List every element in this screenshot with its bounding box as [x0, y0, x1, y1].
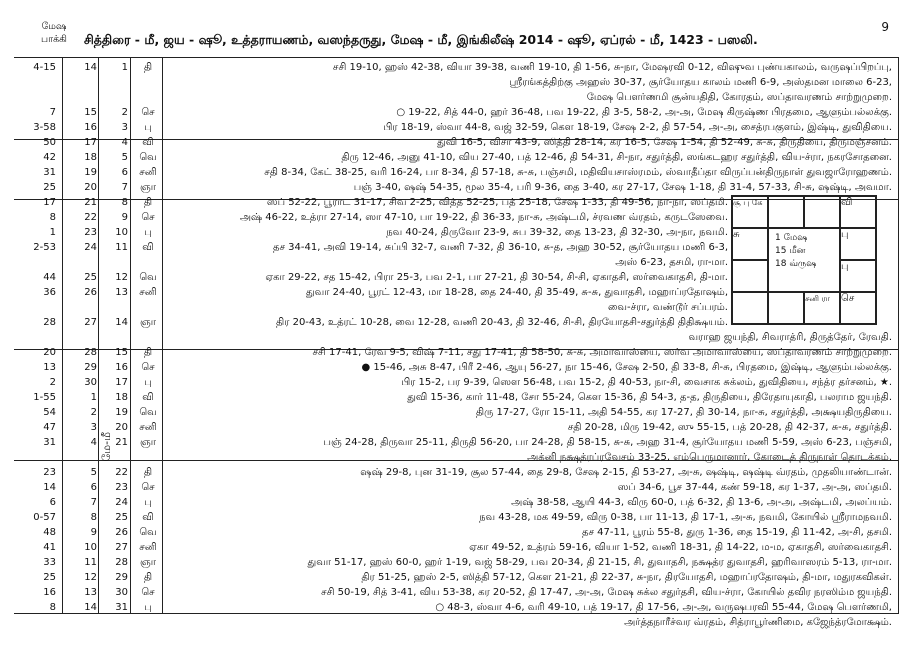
chart-center: [768, 228, 840, 292]
naazhigai-cell: 2-53: [33, 242, 56, 253]
english-date-cell: 21: [84, 197, 97, 208]
table-row: [14, 60, 898, 75]
details-cell: பஞ் 3-40, ஷஷ் 54-35, மூல 35-4, பரி 9-36, தை 3-40, கர 27-17, சேஷ 1-18, தி 31-4, 57-33, சி-சு, ஷஷ்டி, அவமா.: [353, 182, 892, 193]
tamil-date-cell: 11: [115, 242, 128, 253]
chart-cell-text: சு: [733, 229, 740, 240]
weekday-cell: ஞா: [140, 437, 156, 448]
chart-cell-text: பு: [841, 261, 849, 272]
details-cell: ○ 48-3, ஸ்வா 4-6, வரி 49-10, பத் 19-17, தி 17-56, அ-அ, வருஷபரவி 55-44, மேஷ பௌர்ணமி,: [435, 602, 892, 613]
table-row: [14, 525, 898, 540]
english-date-cell: 23: [84, 227, 97, 238]
naazhigai-cell: 4-15: [33, 62, 56, 73]
tamil-date-cell: 27: [115, 542, 128, 553]
weekday-cell: செ: [141, 587, 155, 598]
chart-cell-text: சூ பு கே: [733, 198, 763, 207]
tamil-date-cell: 10: [115, 227, 128, 238]
naazhigai-cell: 31: [43, 437, 56, 448]
english-date-cell: 11: [84, 557, 97, 568]
details-cell: திரு 17-27, ரோ 15-11, அதி 54-55, கர 17-27, தி 30-14, நா-சு, சதுர்த்தி, அக்ஷயதிருதியை.: [475, 407, 892, 418]
tamil-date-cell: 9: [121, 212, 128, 223]
details-cell: நவ 40-24, திருவோ 23-9, சுப 39-32, தை 13-23, தி 32-30, அ-நா, நவமி.: [386, 227, 728, 238]
tamil-date-cell: 19: [115, 407, 128, 418]
details-cell: துவா 24-40, பூரட் 12-43, மா 18-28, தை 24-40, தி 35-49, சு-சு, துவாதசி, மஹாப்ரதோஷம்,: [305, 287, 728, 298]
details-cell: வை-ச்ரா, வண்டூர் சப்பரம்.: [607, 302, 728, 313]
details-cell: ஸப் 52-22, பூராட 31-17, சிவ 2-25, வித்த 52-25, பத் 25-18, சேஷ 1-33, தி 49-56, நா-நா, ஸப்தமி.: [266, 197, 728, 208]
english-date-cell: 2: [90, 407, 97, 418]
tamil-date-cell: 2: [121, 107, 128, 118]
chart-cell: [840, 196, 876, 228]
details-cell: ஏகா 29-22, சத 15-42, பிரா 25-3, பவ 2-1, பா 27-21, தி 30-54, சி-சி, ஏகாதசி, ஸர்வைகாதசி, தி-மா.: [265, 272, 728, 283]
weekday-cell: செ: [141, 362, 155, 373]
table-row: [14, 180, 898, 195]
naazhigai-cell: 20: [43, 347, 56, 358]
chart-cell: [840, 228, 876, 260]
weekday-cell: வெ: [139, 272, 157, 283]
naazhigai-cell: 23: [43, 467, 56, 478]
weekday-cell: சனி: [139, 422, 157, 433]
tamil-date-cell: 15: [115, 347, 128, 358]
chart-cell: [840, 292, 876, 324]
page-title: சித்திரை - மீ, ஜய - ஷூ, உத்தராயணம், வஸந்தருது, மேஷ - மீ, இங்கிலீஷ் 2014 - ஷூ, ஏப்ரல் - மீ, 1423 - பஸலி.: [84, 32, 758, 47]
details-cell: ஸப் 34-6, பூச 37-44, கண் 59-18, கர 1-37, அ-அ, ஸப்தமி.: [617, 482, 892, 493]
details-cell: திர 20-43, உத்ரட் 10-28, வை 12-28, வணி 20-43, தி 32-46, சி-சி, திரயோதசி-சதுர்த்தி திதிக்ஷயம்.: [276, 317, 728, 328]
english-date-cell: 17: [84, 137, 97, 148]
weekday-cell: பு: [144, 377, 152, 388]
table-row: [14, 510, 898, 525]
weekday-cell: வி: [142, 137, 154, 148]
naazhigai-cell: 47: [43, 422, 56, 433]
details-cell: சசி 17-41, ரேவ 9-5, விஷ் 7-11, சது 17-41, தி 58-50, சு-சு, அமாவாஸ்யை, ஸர்வ அமாவாஸ்யை, ஸப்தாவரணம் சாற்றுமுறை.: [312, 347, 892, 358]
table-row: [14, 165, 898, 180]
weekday-cell: வெ: [139, 152, 157, 163]
weekday-cell: ஞா: [140, 182, 156, 193]
english-date-cell: 29: [84, 362, 97, 373]
details-cell: ஸ்ரீரங்கத்திற்கு அஹஸ் 30-37, சூர்யோதய காலம் மணி 6-9, அஸ்தமன மாலை 6-23,: [509, 77, 892, 88]
naazhigai-cell: 33: [43, 557, 56, 568]
weekday-cell: தி: [143, 572, 153, 583]
weekday-cell: வி: [142, 242, 154, 253]
details-cell: அஷ் 46-22, உத்ரா 27-14, ஸா 47-10, பா 19-22, தி 36-33, நா-சு, அஷ்டமி, ச்ரவண வ்ரதம், கருடஸேவை.: [239, 212, 728, 223]
table-row: [14, 150, 898, 165]
naazhigai-cell: 54: [43, 407, 56, 418]
details-cell: அக்னி நக்ஷத்ரப்ரவேசம் 33-25, எம்பெருமானார், கோடைத் திருநாள் தொடக்கம்.: [527, 452, 892, 463]
weekday-cell: தி: [143, 62, 153, 73]
naazhigai-cell: 8: [49, 602, 56, 613]
table-row: [14, 405, 898, 420]
table-row: [14, 465, 898, 480]
english-date-cell: 6: [90, 482, 97, 493]
chart-center-line: 1 மேஷ: [775, 233, 808, 243]
chart-cell: [768, 292, 804, 324]
english-date-cell: 28: [84, 347, 97, 358]
weekday-cell: வெ: [139, 527, 157, 538]
rasi-chart: [731, 195, 877, 325]
english-date-cell: 19: [84, 167, 97, 178]
details-cell: துவி 15-36, கார் 11-48, சோ 55-24, கௌ 15-36, தி 54-3, த-த, திருதியை, திரேதாயுகாதி, பலராம ஜயந்தி.: [407, 392, 892, 403]
details-cell: மேஷ பௌர்ணமி சூன்யதிதி, கோரதம், ஸப்தாவரணம் சாற்றுமுறை.: [586, 92, 892, 103]
weekday-cell: பு: [144, 497, 152, 508]
details-cell: ஷஷ் 29-8, புன 31-19, சூல 57-44, தை 29-8, சேஷ 2-15, தி 53-27, அ-சு, ஷஷ்டி, ஷஷ்டி வ்ரதம், முதலியாண்டான்.: [360, 467, 892, 478]
details-cell: அர்த்தநாரீச்வர வ்ரதம், சித்ராபூர்ணிமை, கஜேந்த்ரமோக்ஷம்.: [624, 617, 892, 628]
table-row: [14, 420, 898, 435]
english-date-cell: 30: [84, 377, 97, 388]
details-cell: தச 47-11, பூரம் 55-8, துரு 1-36, தை 15-19, தி 11-42, அ-சி, தசமி.: [581, 527, 892, 538]
tamil-date-cell: 7: [121, 182, 128, 193]
naazhigai-cell: 0-57: [33, 512, 56, 523]
english-date-cell: 8: [90, 512, 97, 523]
english-date-cell: 20: [84, 182, 97, 193]
tamil-date-cell: 22: [115, 467, 128, 478]
table-row: [14, 540, 898, 555]
english-date-cell: 12: [84, 572, 97, 583]
table-row: [14, 555, 898, 570]
table-row: [14, 495, 898, 510]
weekday-cell: தி: [143, 197, 153, 208]
english-date-cell: 14: [84, 602, 97, 613]
details-cell: அஷ் 38-58, ஆயி 44-3, விரு 60-0, பத் 6-32, தி 13-6, அ-அ, அஷ்டமி, அலப்யம்.: [511, 497, 892, 508]
details-cell: வராஹ ஜயந்தி, சிவராத்ரி, திருத்தேர், ரேவதி.: [688, 332, 892, 343]
table-row: [14, 120, 898, 135]
details-cell: சதி 20-28, மிரு 19-42, ஸு 55-15, பத் 20-28, தி 42-37, சு-சு, சதுர்த்தி.: [567, 422, 892, 433]
weekday-cell: தி: [143, 347, 153, 358]
naazhigai-cell: 1: [49, 227, 56, 238]
weekday-cell: தி: [143, 467, 153, 478]
page-number: 9: [881, 20, 889, 34]
tamil-date-cell: 17: [115, 377, 128, 388]
table-row: [14, 570, 898, 585]
english-date-cell: 18: [84, 152, 97, 163]
chart-cell-text: செ: [841, 293, 855, 304]
details-cell: பஞ் 24-28, திருவா 25-11, திருதி 56-20, பா 24-28, தி 58-15, சு-சு, அஹ 31-4, சூர்யோதய மணி 5-59, அஸ் 6-23, பஞ்சமி,: [323, 437, 892, 448]
naazhigai-cell: 50: [43, 137, 56, 148]
english-date-cell: 4: [90, 437, 97, 448]
english-date-cell: 9: [90, 527, 97, 538]
naazhigai-cell: 31: [43, 167, 56, 178]
chart-cell-text: பு: [841, 229, 849, 240]
naazhigai-cell: 25: [43, 572, 56, 583]
tamil-date-cell: 16: [115, 362, 128, 373]
details-cell: துவா 51-17, ஹஸ் 60-0, ஹர் 1-19, வஜ் 58-29, பவ 20-34, தி 21-15, சி, துவாதசி, நக்ஷத்ர துவாதசி, ஹரிவாஸரம் 5-13, ரா-மா.: [307, 557, 892, 568]
tamil-date-cell: 12: [115, 272, 128, 283]
chart-cell-text: வி: [841, 197, 853, 208]
weekday-cell: வெ: [139, 407, 157, 418]
english-date-cell: 15: [84, 107, 97, 118]
tamil-date-cell: 5: [121, 152, 128, 163]
tamil-date-cell: 31: [115, 602, 128, 613]
tamil-date-cell: 3: [121, 122, 128, 133]
weekday-cell: வி: [142, 512, 154, 523]
chart-cell: [804, 292, 840, 324]
table-row: [14, 330, 898, 345]
details-cell: துவி 16-5, விசா 43-9, ஸித்தி 28-14, கர 16-5, சேஷ 1-54, தி 52-49, சு-சு, திருதியை, திருமஞ்சனம்.: [437, 137, 892, 148]
english-date-cell: 1: [90, 392, 97, 403]
chart-cell: [768, 196, 804, 228]
weekday-cell: பு: [144, 602, 152, 613]
english-date-cell: 16: [84, 122, 97, 133]
details-cell: பிர 18-19, ஸ்வா 44-8, வஜ் 32-59, கௌ 18-19, சேஷ 2-2, தி 57-54, அ-அ, சைத்ரபகுளம், இஷ்டி, துவிதியை.: [383, 122, 892, 133]
english-date-cell: 25: [84, 272, 97, 283]
english-date-cell: 24: [84, 242, 97, 253]
english-date-cell: 7: [90, 497, 97, 508]
details-cell: ○ 19-22, சித் 44-0, ஹர் 36-48, பவ 19-22, தி 3-5, 58-2, அ-அ, மேஷ கிருஷ்ண பிரதமை, ஆளும்பல்லக்கு.: [396, 107, 892, 118]
header-left-line1: மேஷ: [41, 21, 67, 32]
chart-cell: [732, 196, 768, 228]
details-cell: திர 51-25, ஹஸ் 2-5, ஸித்தி 57-12, கௌ 21-21, தி 22-37, சு-நா, திரயோதசி, மஹாப்ரதோஷம், தி-மா, மதுரகவிகள்.: [361, 572, 892, 583]
details-cell: சசி 50-19, சித் 3-41, விய 53-38, கர 20-52, தி 17-47, அ-அ, மேஷ சுக்ல சதுர்தசி, விய-ச்ரா, கோயில் தவிர நரஸிம்ம ஜயந்தி.: [321, 587, 892, 598]
weekday-cell: சனி: [139, 287, 157, 298]
tamil-date-cell: 18: [115, 392, 128, 403]
naazhigai-cell: 25: [43, 182, 56, 193]
tamil-date-cell: 4: [121, 137, 128, 148]
english-date-cell: 5: [90, 467, 97, 478]
tamil-date-cell: 28: [115, 557, 128, 568]
details-cell: சசி 19-10, ஹஸ் 42-38, வியா 39-38, வணி 19-10, தி 1-56, சு-நா, மேஷரவி 0-12, விஷுவ புண்யகாலம், வருஷப்பிறப்பு,: [332, 62, 892, 73]
naazhigai-cell: 3-58: [33, 122, 56, 133]
weekday-cell: பு: [144, 227, 152, 238]
table-row: [14, 90, 898, 105]
table-row: [14, 600, 898, 615]
naazhigai-cell: 41: [43, 542, 56, 553]
weekday-cell: வி: [142, 392, 154, 403]
english-date-cell: 22: [84, 212, 97, 223]
vertical-month-label: மே-மீ: [100, 432, 113, 462]
table-row: [14, 345, 898, 360]
table-row: [14, 390, 898, 405]
table-row: [14, 585, 898, 600]
table-row: [14, 480, 898, 495]
table-row: [14, 450, 898, 465]
naazhigai-cell: 17: [43, 197, 56, 208]
naazhigai-cell: 48: [43, 527, 56, 538]
naazhigai-cell: 28: [43, 317, 56, 328]
weekday-cell: செ: [141, 212, 155, 223]
chart-cell: [840, 260, 876, 292]
tamil-date-cell: 24: [115, 497, 128, 508]
tamil-date-cell: 23: [115, 482, 128, 493]
english-date-cell: 10: [84, 542, 97, 553]
chart-cell: [804, 196, 840, 228]
naazhigai-cell: 7: [49, 107, 56, 118]
details-cell: தச 34-41, அவி 19-14, சுப்பி 32-7, வணி 7-32, தி 36-10, சு-த, அஹ 30-52, சூர்யோதய மணி 6-3,: [272, 242, 728, 253]
tamil-date-cell: 13: [115, 287, 128, 298]
naazhigai-cell: 36: [43, 287, 56, 298]
table-row: [14, 435, 898, 450]
tamil-date-cell: 29: [115, 572, 128, 583]
almanac-table: [14, 57, 899, 628]
naazhigai-cell: 13: [43, 362, 56, 373]
tamil-date-cell: 30: [115, 587, 128, 598]
chart-center-line: 15 மீன: [775, 246, 806, 256]
tamil-date-cell: 14: [115, 317, 128, 328]
naazhigai-cell: 8: [49, 212, 56, 223]
weekday-cell: செ: [141, 482, 155, 493]
naazhigai-cell: 14: [43, 482, 56, 493]
details-cell: பிர 15-2, பர 9-39, ஸௌ 56-48, பவ 15-2, தி 40-53, நா-சி, வைசாக சுக்லம், துவிதியை, சந்த்ர தர்சனம், ★.: [401, 377, 892, 388]
weekday-cell: பு: [144, 122, 152, 133]
tamil-date-cell: 8: [121, 197, 128, 208]
english-date-cell: 26: [84, 287, 97, 298]
table-row: [14, 105, 898, 120]
tamil-date-cell: 20: [115, 422, 128, 433]
tamil-date-cell: 1: [121, 62, 128, 73]
english-date-cell: 27: [84, 317, 97, 328]
naazhigai-cell: 1-55: [33, 392, 56, 403]
naazhigai-cell: 2: [49, 377, 56, 388]
tamil-date-cell: 21: [115, 437, 128, 448]
weekday-cell: ஞா: [140, 557, 156, 568]
table-row: [14, 360, 898, 375]
details-cell: ● 15-46, அசு 8-47, பிரீ 2-46, ஆயு 56-27, நா 15-46, சேஷ 2-50, தி 33-8, சி-சு, பிரதமை, இஷ்டி, ஆளும்பல்லக்கு.: [361, 362, 892, 373]
chart-cell: [732, 260, 768, 292]
table-row: [14, 75, 898, 90]
english-date-cell: 3: [90, 422, 97, 433]
naazhigai-cell: 6: [49, 497, 56, 508]
details-cell: ஏகா 49-52, உத்ரம் 59-16, வியா 1-52, வணி 18-31, தி 14-22, ம-ம, ஏகாதசி, ஸர்வைகாதசி.: [469, 542, 892, 553]
tamil-date-cell: 25: [115, 512, 128, 523]
table-row: [14, 135, 898, 150]
tamil-date-cell: 26: [115, 527, 128, 538]
weekday-cell: ஞா: [140, 317, 156, 328]
details-cell: அஸ் 6-23, தசமி, ரா-மா.: [615, 257, 728, 268]
weekday-cell: சனி: [139, 167, 157, 178]
details-cell: திரு 12-46, அனு 41-10, விய 27-40, பத் 12-46, தி 54-31, சி-நா, சதுர்த்தி, ஸங்கடஹர சதுர்த்தி, விய-ச்ரா, நகரசோதனை.: [341, 152, 892, 163]
table-row: [14, 615, 898, 630]
header-left-line2: பாக்கி: [41, 34, 67, 45]
chart-cell: [732, 292, 768, 324]
details-cell: சதி 8-34, கேட் 38-25, வரி 16-24, பா 8-34, தி 57-18, சு-சு, பஞ்சமி, மதிவியசாஸ்ரமம், ஸ்வாதீப்தா விருப்பன்திருநாள் துவஜாரோஹணம்.: [264, 167, 892, 178]
weekday-cell: சனி: [139, 542, 157, 553]
table-row: [14, 375, 898, 390]
weekday-cell: செ: [141, 107, 155, 118]
naazhigai-cell: 44: [43, 272, 56, 283]
chart-center-line: 18 வ்ருஷ: [775, 259, 817, 269]
tamil-date-cell: 6: [121, 167, 128, 178]
chart-cell-text: சனி ரா: [805, 294, 830, 303]
english-date-cell: 13: [84, 587, 97, 598]
details-cell: நவ 43-28, மக 49-59, விரு 0-38, பா 11-13, தி 17-1, அ-சு, நவமி, கோயில் ஸ்ரீராமநவமி.: [479, 512, 892, 523]
naazhigai-cell: 16: [43, 587, 56, 598]
naazhigai-cell: 42: [43, 152, 56, 163]
chart-cell: [732, 228, 768, 260]
english-date-cell: 14: [84, 62, 97, 73]
